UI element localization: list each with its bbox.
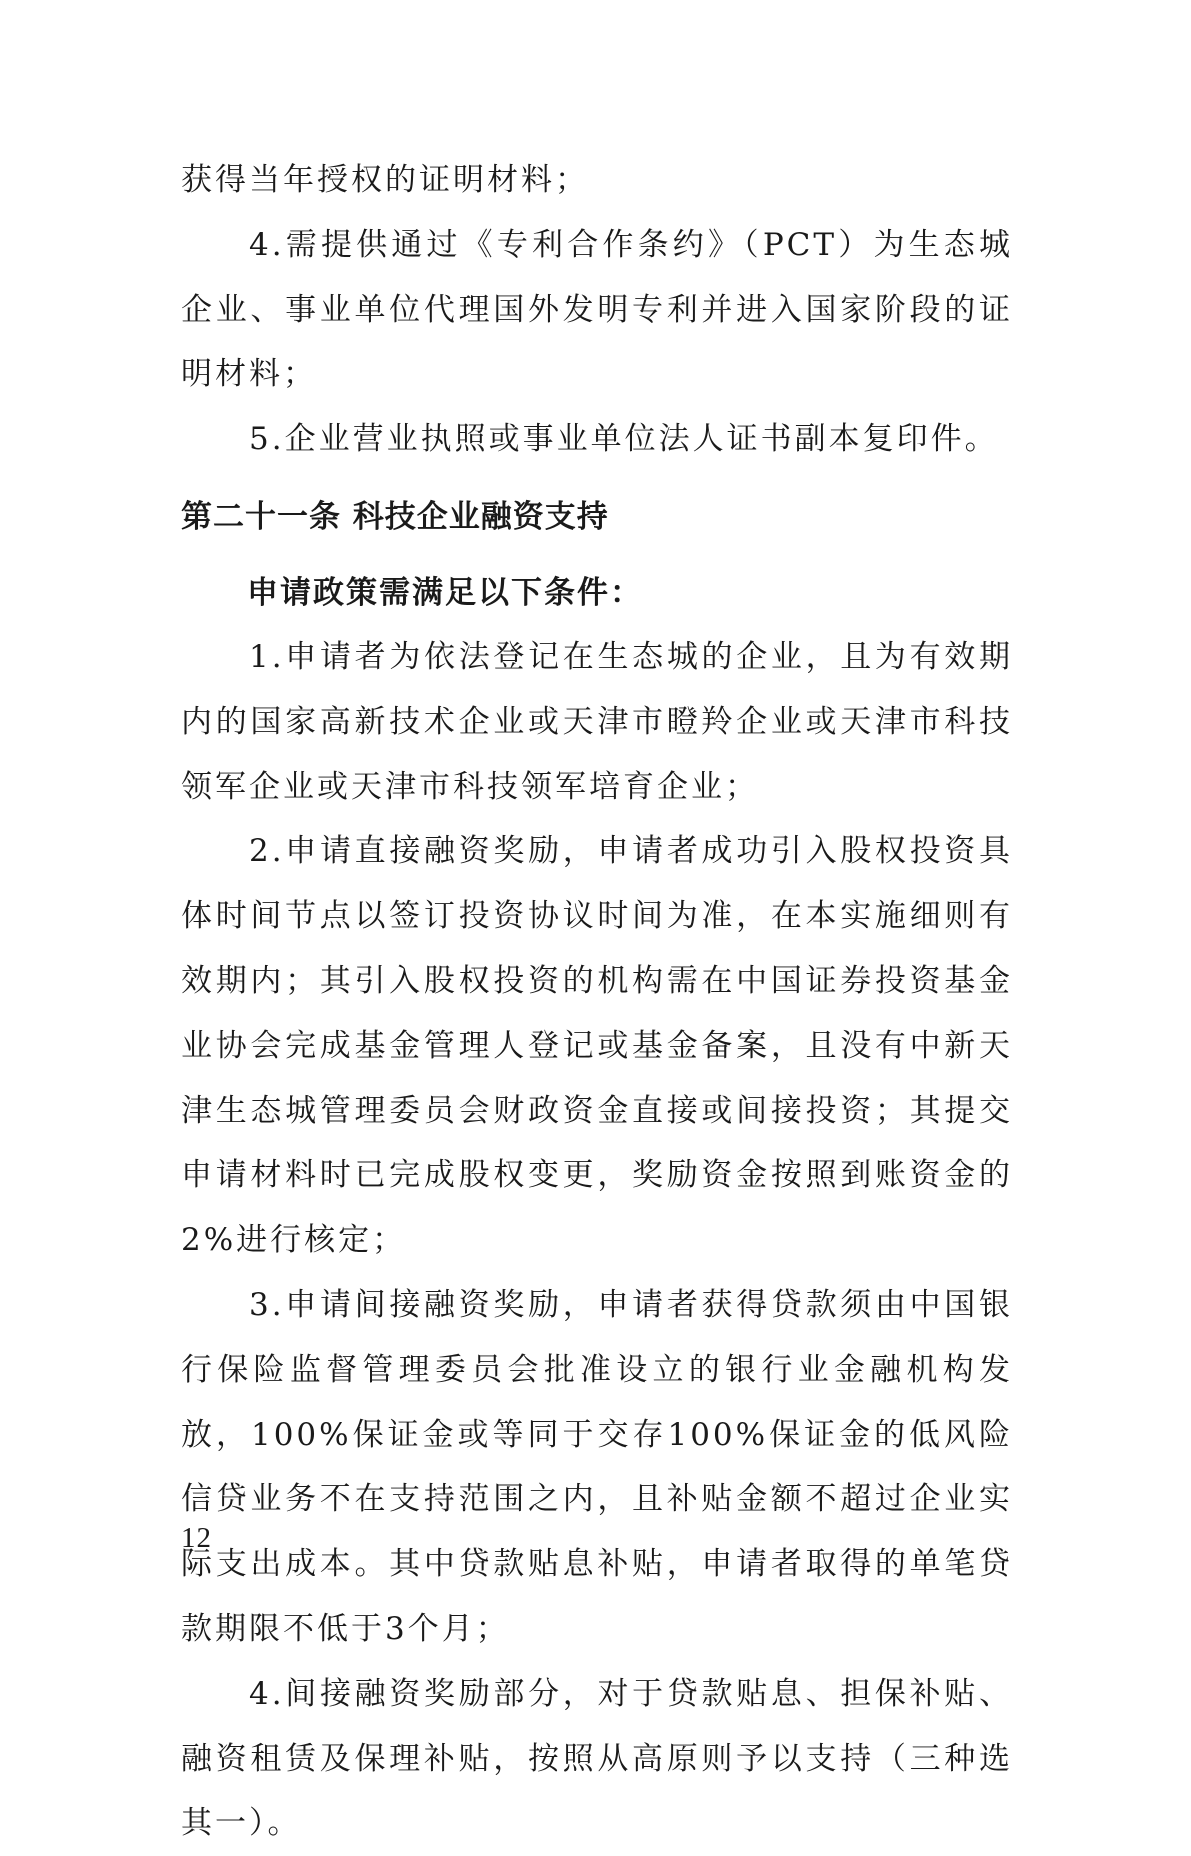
conditions-heading: 申请政策需满足以下条件：	[247, 574, 643, 611]
spacer	[181, 472, 1013, 485]
condition-item-4: 4.间接融资奖励部分，对于贷款贴息、担保补贴、融资租赁及保理补贴，按照从高原则予以支持（三种选其一）。	[181, 1675, 1013, 1842]
condition-item-1: 1.申请者为依法登记在生态城的企业，且为有效期内的国家高新技术企业或天津市瞪羚企业或天津市科技领军企业或天津市科技领军培育企业；	[181, 638, 1013, 805]
document-body	[181, 148, 1013, 1856]
condition-item-3: 3.申请间接融资奖励，申请者获得贷款须由中国银行保险监督管理委员会批准设立的银行业金融机构发放，100%保证金或等同于交存100%保证金的低风险信贷业务不在支持范围之内，且补贴金额不超过企业实际支出成本。其中贷款贴息补贴，申请者取得的单笔贷款期限不低于3个月；	[181, 1286, 1013, 1647]
requirement-item-5: 5.企业营业执照或事业单位法人证书副本复印件。	[249, 421, 999, 458]
paragraph-continuation: 获得当年授权的证明材料；	[181, 162, 589, 198]
requirement-item-4: 4.需提供通过《专利合作条约》（PCT）为生态城企业、事业单位代理国外发明专利并进入国家阶段的证明材料；	[181, 226, 1013, 393]
page-number: 12	[181, 1522, 212, 1554]
condition-item-2: 2.申请直接融资奖励，申请者成功引入股权投资具体时间节点以签订投资协议时间为准，在本实施细则有效期内；其引入股权投资的机构需在中国证券投资基金业协会完成基金管理人登记或基金备案，且没有中新天津生态城管理委员会财政资金直接或间接投资；其提交申请材料时已完成股权变更，奖励资金按照到账资金的2%进行核定；	[181, 833, 1013, 1259]
spacer	[181, 549, 1013, 561]
article-title: 第二十一条 科技企业融资支持	[181, 498, 609, 535]
